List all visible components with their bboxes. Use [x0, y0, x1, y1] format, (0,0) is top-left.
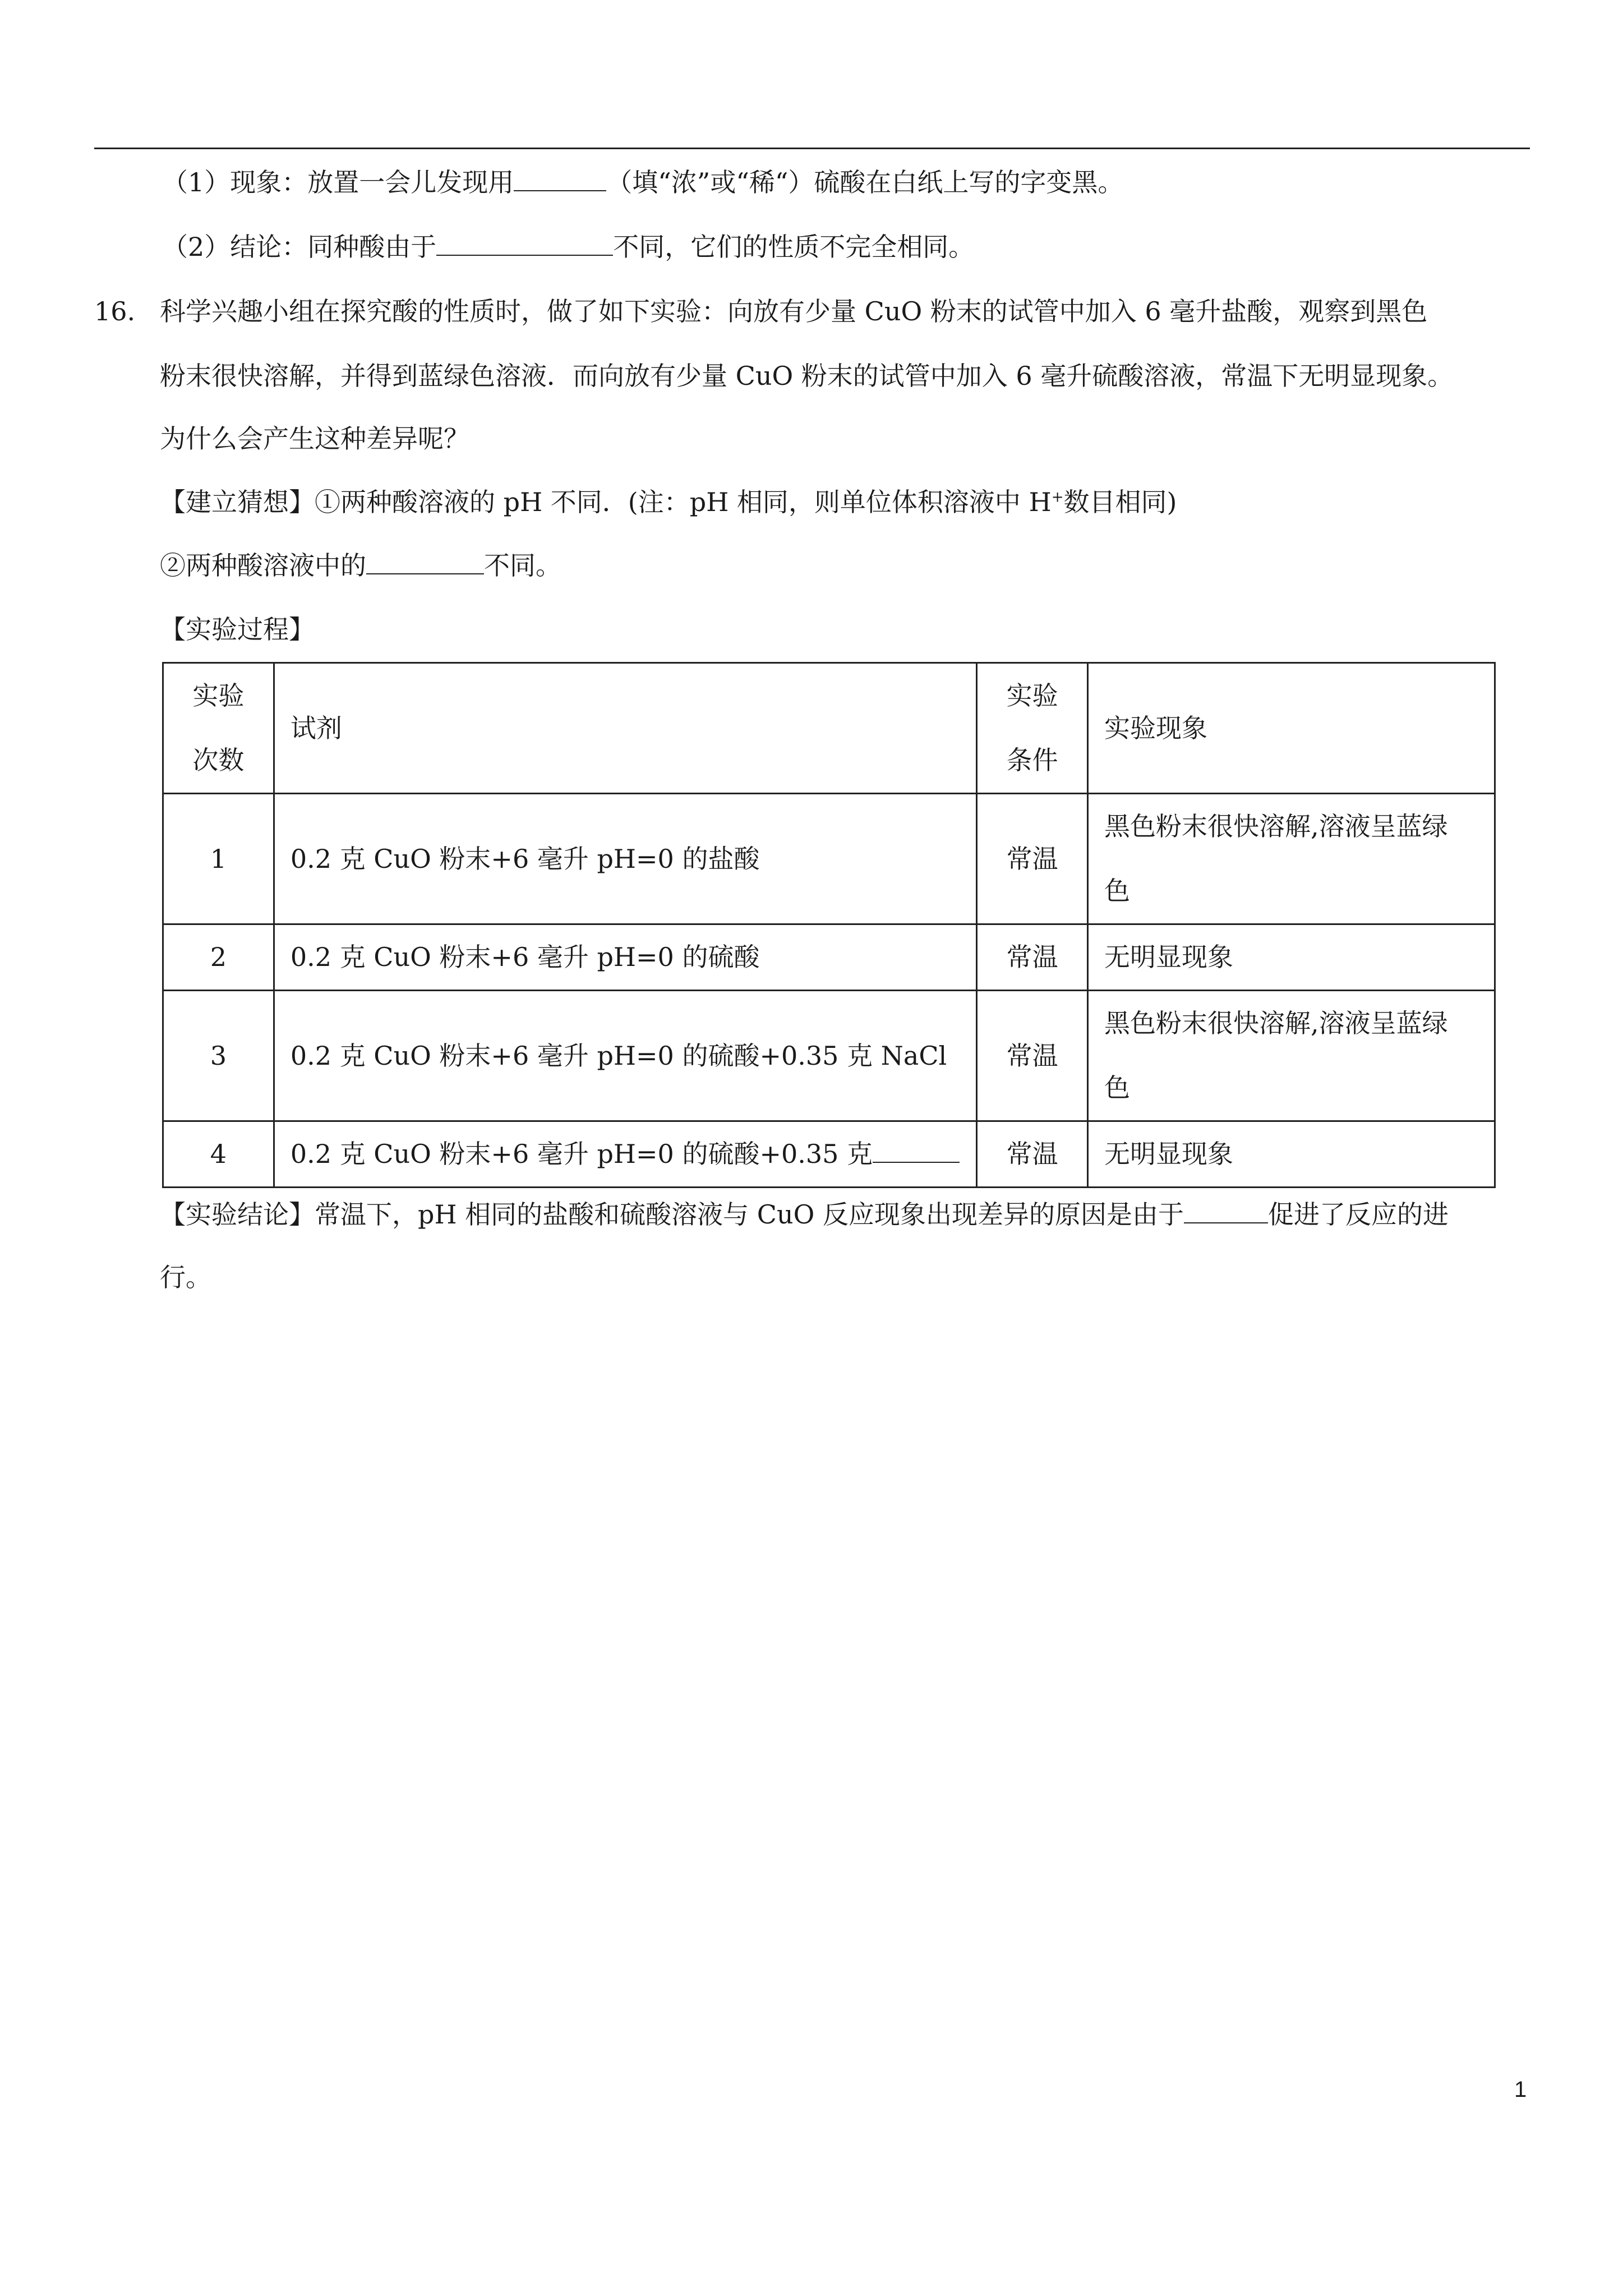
hypothesis-1-h: H: [1029, 487, 1052, 517]
conclusion-before: 【实验结论】常温下，pH 相同的盐酸和硫酸溶液与 CuO 反应现象出现差异的原因是由于: [160, 1199, 1184, 1230]
conclusion-line2: 行。: [160, 1262, 211, 1292]
row-reagent-blank[interactable]: [873, 1139, 960, 1163]
row-number: 2: [163, 924, 274, 991]
q15-sub2-before: （2）结论：同种酸由于: [162, 232, 437, 262]
q15-sub1: [162, 165, 1123, 199]
hypothesis-2-blank[interactable]: [366, 551, 484, 574]
conclusion-line1: [160, 1198, 1449, 1231]
table-row: [163, 794, 1495, 924]
row-reagent-text: 0.2 克 CuO 粉末+6 毫升 pH=0 的硫酸+0.35 克: [290, 1139, 873, 1169]
row-condition: 常温: [977, 991, 1088, 1121]
row-reagent: [274, 1121, 976, 1188]
q15-sub2: [162, 230, 974, 264]
page-number: 1: [1514, 2077, 1527, 2102]
row-phenomenon-line2: 色: [1104, 876, 1130, 906]
header-reagent: 试剂: [274, 663, 976, 794]
header-condition-line2: 条件: [1006, 745, 1058, 775]
row-reagent: 0.2 克 CuO 粉末+6 毫升 pH=0 的硫酸: [274, 924, 976, 991]
q15-sub1-after: （填“浓”或“稀“）硫酸在白纸上写的字变黑。: [606, 167, 1124, 197]
header-trial-number: [163, 663, 274, 794]
row-phenomenon: 无明显现象: [1087, 1121, 1495, 1188]
experiment-table: [162, 662, 1496, 1188]
q16-hypothesis-1: [160, 485, 1177, 519]
row-condition: 常温: [977, 924, 1088, 991]
row-phenomenon-line1: 黑色粉末很快溶解,溶液呈蓝绿: [1104, 811, 1448, 841]
conclusion-after: 促进了反应的进: [1267, 1199, 1449, 1230]
hypothesis-1-superscript: +: [1051, 489, 1064, 506]
q16-text-line1: 科学兴趣小组在探究酸的性质时，做了如下实验：向放有少量 CuO 粉末的试管中加入 6 毫升盐酸，观察到黑色: [160, 296, 1428, 326]
row-number: 3: [163, 991, 274, 1121]
q16-text-line3: 为什么会产生这种差异呢？: [160, 424, 469, 454]
header-trial-number-line2: 次数: [192, 745, 245, 775]
header-condition-line1: 实验: [1006, 680, 1058, 711]
row-phenomenon-line1: 黑色粉末很快溶解,溶液呈蓝绿: [1104, 1008, 1448, 1038]
header-rule: [94, 148, 1530, 149]
q15-sub1-before: （1）现象：放置一会儿发现用: [162, 167, 514, 197]
q16-text-line2: 粉末很快溶解，并得到蓝绿色溶液．而向放有少量 CuO 粉末的试管中加入 6 毫升硫酸溶液，常温下无明显现象。: [160, 361, 1454, 391]
header-trial-number-line1: 实验: [192, 680, 245, 711]
row-phenomenon: [1087, 991, 1495, 1121]
row-condition: 常温: [977, 1121, 1088, 1188]
table-row: [163, 991, 1495, 1121]
q15-sub2-after: 不同，它们的性质不完全相同。: [613, 232, 975, 262]
q15-sub2-blank[interactable]: [436, 232, 613, 256]
table-header-row: [163, 663, 1495, 794]
hypothesis-2-after: 不同。: [484, 550, 561, 581]
row-number: 4: [163, 1121, 274, 1188]
header-phenomenon: 实验现象: [1087, 663, 1495, 794]
row-condition: 常温: [977, 794, 1088, 924]
header-condition: [977, 663, 1088, 794]
hypothesis-2-before: ②两种酸溶液中的: [160, 550, 366, 581]
q15-sub1-blank[interactable]: [514, 168, 606, 191]
table-row: [163, 924, 1495, 991]
hypothesis-1-after: 数目相同): [1063, 487, 1177, 517]
conclusion-blank[interactable]: [1184, 1200, 1268, 1223]
row-phenomenon: [1087, 794, 1495, 924]
table-row: [163, 1121, 1495, 1188]
row-reagent: 0.2 克 CuO 粉末+6 毫升 pH=0 的盐酸: [274, 794, 976, 924]
process-heading: 【实验过程】: [160, 614, 315, 645]
hypothesis-1-before: 【建立猜想】①两种酸溶液的 pH 不同．(注：pH 相同，则单位体积溶液中: [160, 487, 1029, 517]
q16-number: 16.: [94, 296, 136, 326]
row-number: 1: [163, 794, 274, 924]
row-reagent: 0.2 克 CuO 粉末+6 毫升 pH=0 的硫酸+0.35 克 NaCl: [274, 991, 976, 1121]
row-phenomenon: 无明显现象: [1087, 924, 1495, 991]
q16-hypothesis-2: [160, 549, 561, 582]
row-phenomenon-line2: 色: [1104, 1073, 1130, 1103]
